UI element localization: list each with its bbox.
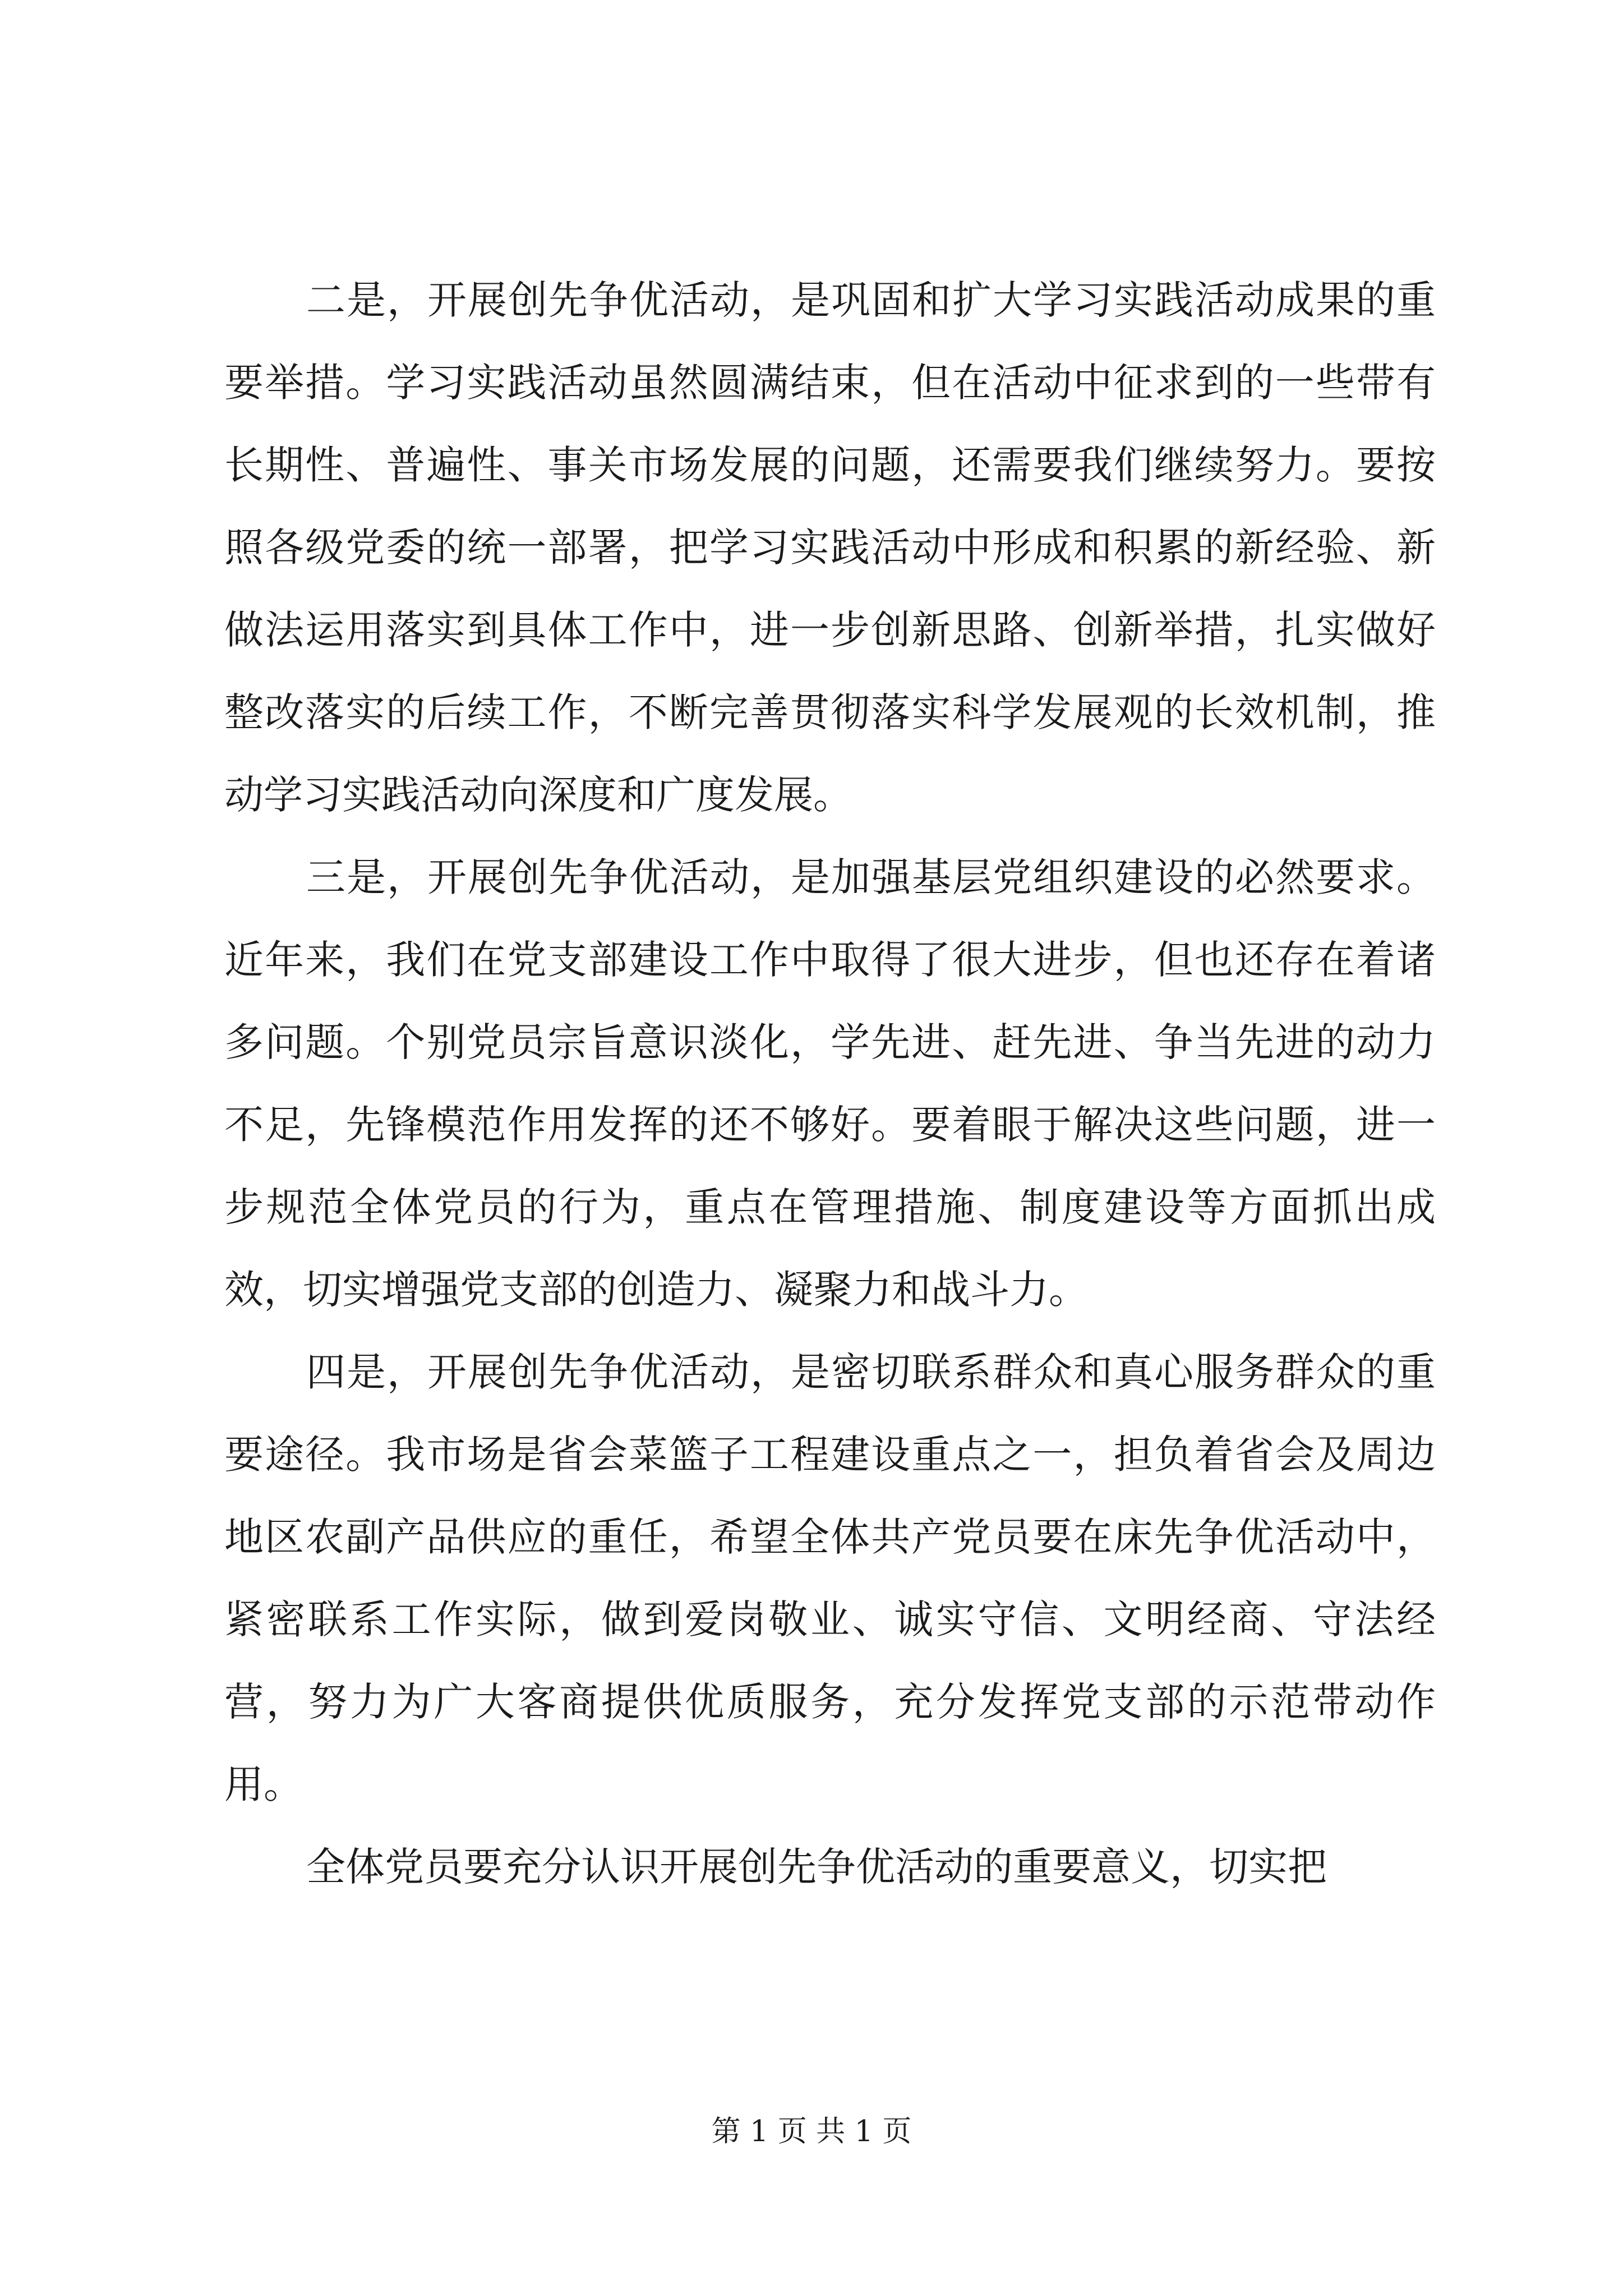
paragraph-2: 二是，开展创先争优活动，是巩固和扩大学习实践活动成果的重要举措。学习实践活动虽然圆满结束，但在活动中征求到的一些带有长期性、普遍性、事关市场发展的问题，还需要我们继续努力。要按照各级党委的统一部署，把学习实践活动中形成和积累的新经验、新做法运用落实到具体工作中，进一步创新思路、创新举措，扎实做好整改落实的后续工作，不断完善贯彻落实科学发展观的长效机制，推动学习实践活动向深度和广度发展。: [224, 277, 1436, 818]
page-footer: 第 1 页 共 1 页: [711, 2115, 912, 2148]
paragraph-3: 三是，开展创先争优活动，是加强基层党组织建设的必然要求。近年来，我们在党支部建设工作中取得了很大进步，但也还存在着诸多问题。个别党员宗旨意识淡化，学先进、赶先进、争当先进的动力不足，先锋模范作用发挥的还不够好。要着眼于解决这些问题，进一步规范全体党员的行为，重点在管理措施、制度建设等方面抓出成效，切实增强党支部的创造力、凝聚力和战斗力。: [224, 854, 1436, 1313]
paragraph-5: 全体党员要充分认识开展创先争优活动的重要意义，切实把: [306, 1844, 1327, 1890]
paragraph-4: 四是，开展创先争优活动，是密切联系群众和真心服务群众的重要途径。我市场是省会菜篮子工程建设重点之一，担负着省会及周边地区农副产品供应的重任，希望全体共产党员要在床先争优活动中，紧密联系工作实际，做到爱岗敬业、诚实守信、文明经商、守法经营，努力为广大客商提供优质服务，充分发挥党支部的示范带动作用。: [224, 1349, 1436, 1807]
document-body: [224, 259, 1436, 1908]
